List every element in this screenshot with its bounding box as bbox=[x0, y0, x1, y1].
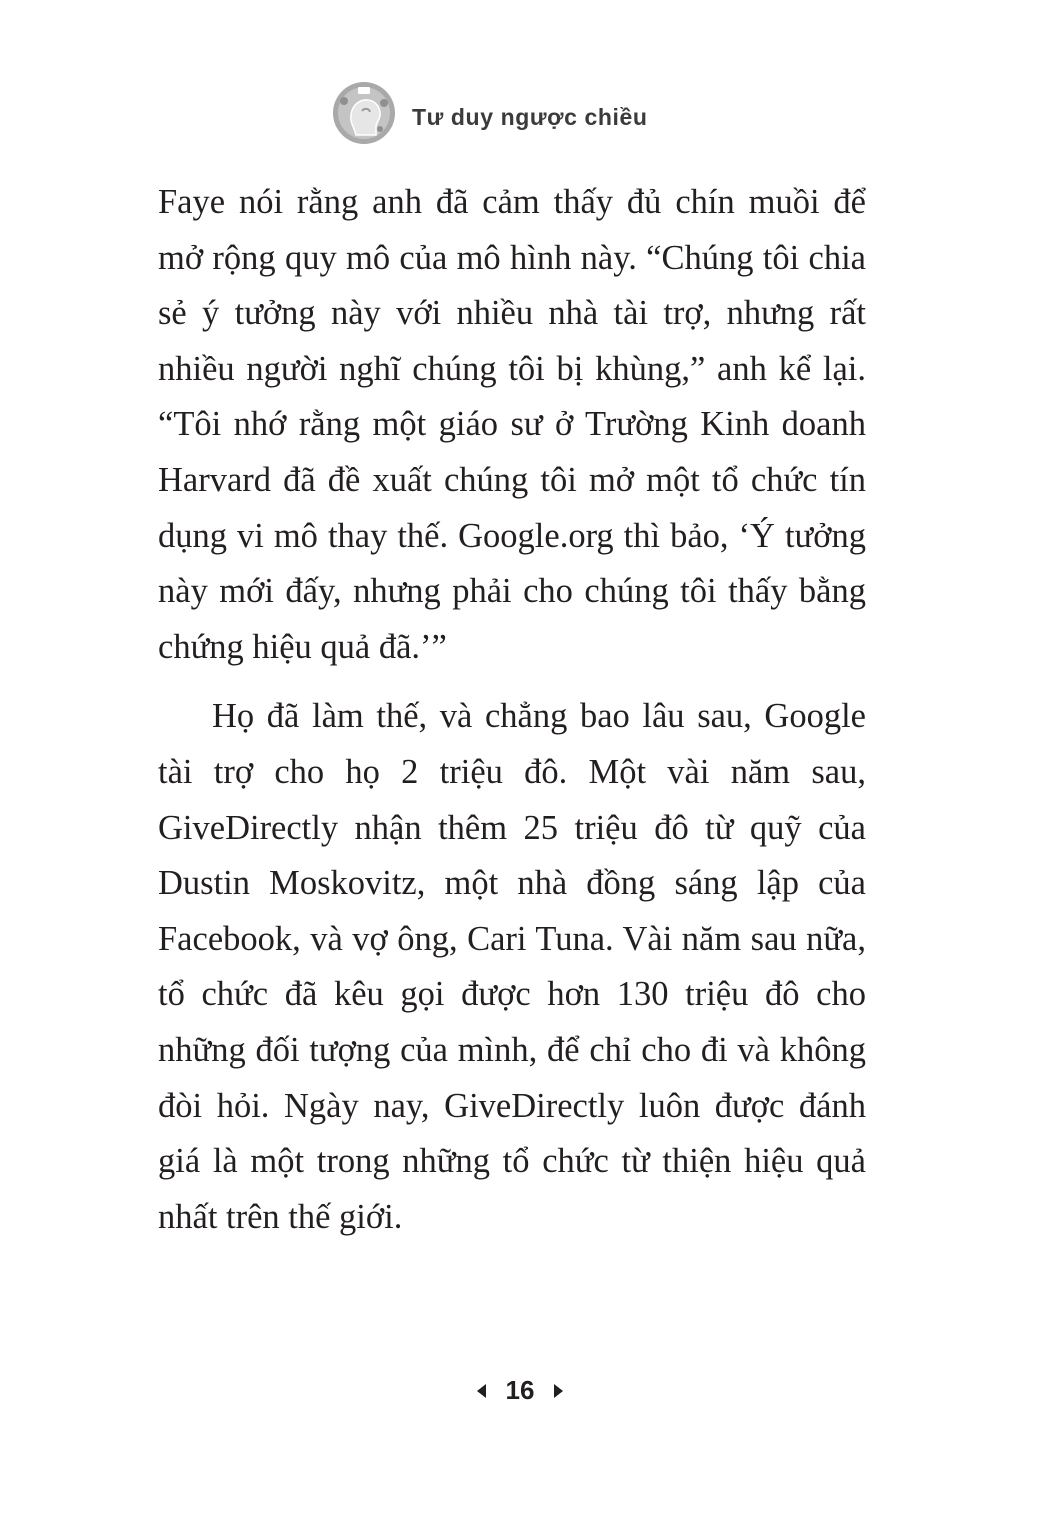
page-footer bbox=[0, 1375, 1040, 1406]
running-header bbox=[332, 80, 648, 146]
paragraph: Faye nói rằng anh đã cảm thấy đủ chín muồi để mở rộng quy mô của mô hình này. “Chúng tôi chia sẻ ý tưởng này với nhiều nhà tài trợ, nhưng rất nhiều người nghĩ chúng tôi bị khùng,” anh kể lại. “Tôi nhớ rằng một giáo sư ở Trường Kinh doanh Harvard đã đề xuất chúng tôi mở một tổ chức tín dụng vi mô thay thế. Google.org thì bảo, ‘Ý tưởng này mới đấy, nhưng phải cho chúng tôi thấy bằng chứng hiệu quả đã.’” bbox=[158, 183, 866, 666]
book-title: Tư duy ngược chiều bbox=[412, 103, 648, 130]
body-text bbox=[158, 175, 866, 1245]
paragraph: Họ đã làm thế, và chẳng bao lâu sau, Google tài trợ cho họ 2 triệu đô. Một vài năm sau, GiveDirectly nhận thêm 25 triệu đô từ quỹ của Dustin Moskovitz, một nhà đồng sáng lập của Facebook, và vợ ông, Cari Tuna. Vài năm sau nữa, tổ chức đã kêu gọi được hơn 130 triệu đô cho những đối tượng của mình, để chỉ cho đi và không đòi hỏi. Ngày nay, GiveDirectly luôn được đánh giá là một trong những tổ chức từ thiện hiệu quả nhất trên thế giới. bbox=[158, 697, 866, 1236]
page-number: 16 bbox=[505, 1375, 535, 1405]
triangle-right-icon bbox=[553, 1382, 565, 1400]
head-profile-gears-icon bbox=[332, 81, 396, 145]
triangle-left-icon bbox=[475, 1382, 487, 1400]
